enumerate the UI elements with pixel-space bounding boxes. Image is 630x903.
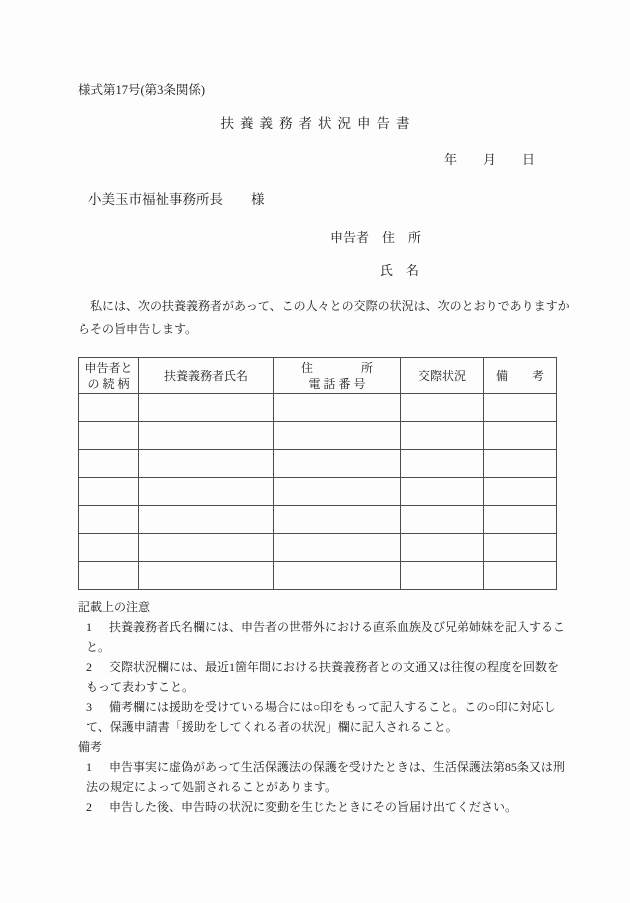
- declarant-name-line: [380, 260, 419, 279]
- document-title: 扶養義務者状況申告書: [220, 116, 416, 131]
- table-cell-empty: [401, 478, 484, 506]
- header-line: 住 所: [300, 360, 373, 375]
- table-cell-empty: [139, 534, 274, 562]
- remark-item-text: 申告事実に虚偽があって生活保護法の保護を受けたときは、生活保護法第85条又は刑法の規定によって処罰されることがあります。: [86, 760, 565, 794]
- address-label: 住 所: [382, 230, 422, 245]
- note-item-number: 1: [86, 620, 92, 634]
- remark-item: [78, 797, 568, 817]
- table-cell-empty: [139, 394, 274, 422]
- table-cell-empty: [139, 422, 274, 450]
- header-row: [79, 358, 557, 394]
- note-item: [78, 697, 568, 737]
- table-row: [79, 450, 557, 478]
- table-cell-empty: [274, 562, 401, 590]
- table-cell-empty: [401, 534, 484, 562]
- col-header-address-phone: [274, 358, 401, 394]
- table-cell-empty: [79, 506, 139, 534]
- addressee-name: 小美玉市福祉事務所長: [88, 192, 223, 207]
- table-cell-empty: [484, 534, 557, 562]
- remarks-items: [78, 757, 568, 817]
- table-cell-empty: [401, 506, 484, 534]
- table-cell-empty: [401, 394, 484, 422]
- table-cell-empty: [79, 534, 139, 562]
- header-line: 備 考: [495, 368, 544, 383]
- table-row: [79, 394, 557, 422]
- col-header-relationship: [79, 358, 139, 394]
- remark-item-number: 1: [86, 760, 92, 774]
- table-cell-empty: [79, 562, 139, 590]
- table-cell-empty: [401, 422, 484, 450]
- intro-paragraph: 私には、次の扶養義務者があって、この人々との交際の状況は、次のとおりでありますからその旨申告します。: [78, 299, 570, 336]
- table-cell-empty: [139, 450, 274, 478]
- table-row: [79, 478, 557, 506]
- table-cell-empty: [401, 562, 484, 590]
- header-line: 申告者と: [84, 360, 133, 375]
- notes-section: [78, 597, 568, 817]
- note-item: [78, 657, 568, 697]
- table-row: [79, 534, 557, 562]
- table-cell-empty: [484, 562, 557, 590]
- addressee-line: [88, 188, 265, 208]
- addressee-honorific: 様: [251, 192, 265, 207]
- col-header-contact-status: [401, 358, 484, 394]
- header-line: の 続 柄: [87, 376, 130, 391]
- remark-item: [78, 757, 568, 797]
- note-item-number: 3: [86, 700, 92, 714]
- declarant-label: 申告者: [330, 230, 370, 245]
- note-item: [78, 617, 568, 657]
- table-cell-empty: [79, 422, 139, 450]
- col-header-obligor-name: [139, 358, 274, 394]
- notes-items: [78, 617, 568, 737]
- table-cell-empty: [139, 478, 274, 506]
- table-cell-empty: [484, 422, 557, 450]
- table-cell-empty: [484, 478, 557, 506]
- table-cell-empty: [79, 450, 139, 478]
- table-cell-empty: [274, 506, 401, 534]
- obligor-table: [78, 357, 557, 590]
- table-cell-empty: [401, 450, 484, 478]
- table-cell-empty: [274, 422, 401, 450]
- note-item-text: 備考欄には援助を受けている場合には○印をもって記入すること。この○印に対応して、保護申請書「援助をしてくれる者の状況」欄に記入されること。: [86, 700, 556, 734]
- obligor-table-header: [79, 358, 557, 394]
- note-item-number: 2: [86, 660, 92, 674]
- date-line: 年 月 日: [443, 152, 535, 167]
- name-label: 氏 名: [380, 263, 420, 278]
- table-row: [79, 506, 557, 534]
- table-cell-empty: [484, 450, 557, 478]
- obligor-table-body: [79, 394, 557, 590]
- table-cell-empty: [79, 394, 139, 422]
- table-cell-empty: [484, 394, 557, 422]
- table-cell-empty: [484, 506, 557, 534]
- note-item-text: 交際状況欄には、最近1箇年間における扶養義務者との文通又は往復の程度を回数をもって表わすこと。: [86, 660, 560, 694]
- table-row: [79, 422, 557, 450]
- table-cell-empty: [139, 562, 274, 590]
- table-row: [79, 562, 557, 590]
- remarks-heading: 備考: [78, 740, 103, 754]
- table-cell-empty: [274, 534, 401, 562]
- table-cell-empty: [274, 478, 401, 506]
- declarant-address-line: [330, 227, 421, 246]
- note-item-text: 扶養義務者氏名欄には、申告者の世帯外における直系血族及び兄弟姉妹を記入すること。: [86, 620, 566, 654]
- remark-item-text: 申告した後、申告時の状況に変動を生じたときにその旨届け出てください。: [109, 800, 518, 814]
- remark-item-number: 2: [86, 800, 92, 814]
- table-cell-empty: [274, 394, 401, 422]
- header-line: 電 話 番 号: [308, 376, 366, 391]
- col-header-remarks: [484, 358, 557, 394]
- table-cell-empty: [274, 450, 401, 478]
- header-line: 扶養義務者氏名: [163, 368, 248, 383]
- header-line: 交際状況: [417, 368, 466, 383]
- table-cell-empty: [79, 478, 139, 506]
- table-cell-empty: [139, 506, 274, 534]
- notes-heading: 記載上の注意: [78, 600, 151, 614]
- form-number: 様式第17号(第3条関係): [78, 83, 206, 97]
